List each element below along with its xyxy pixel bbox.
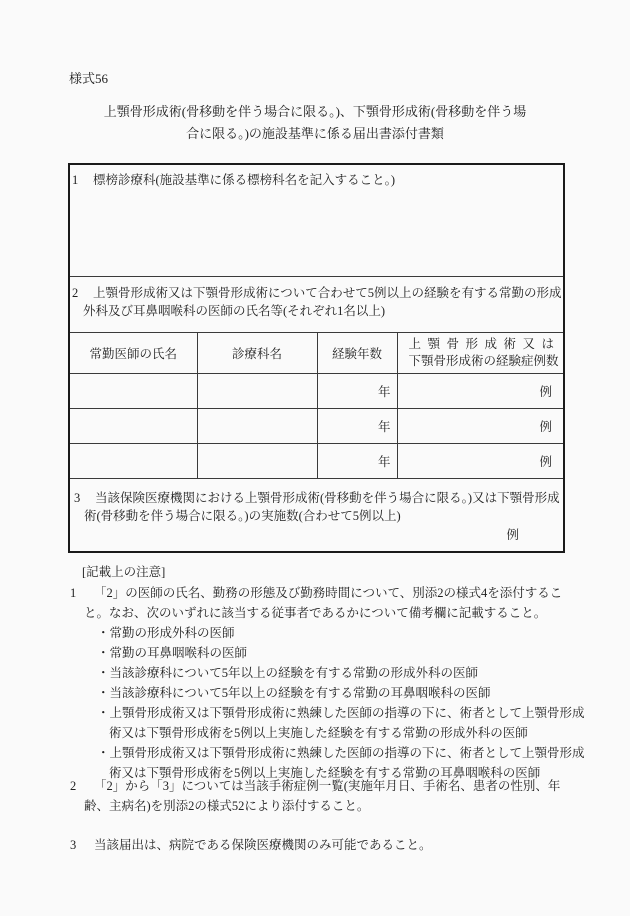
- note-3-line1: 3 当該届出は、病院である保険医療機関のみ可能であること。: [70, 835, 570, 855]
- note-1: [70, 583, 585, 783]
- form-box: [68, 163, 565, 553]
- physicians-table-header-row: [70, 333, 563, 374]
- note-1-bullet-1: ・常勤の形成外科の医師: [97, 626, 235, 640]
- note-2-number: 2: [70, 779, 77, 793]
- physicians-table: [70, 332, 563, 479]
- section-2-label-line1: 2 上顎骨形成術又は下顎骨形成術について合わせて5例以上の経験を有する常勤の形成: [72, 286, 562, 300]
- physician-row-2: [70, 409, 563, 444]
- cases-unit-label: 例: [539, 385, 552, 399]
- department-cell: [197, 444, 317, 479]
- case-count-cell: [397, 374, 563, 409]
- note-1-bullet-4: ・当該診療科について5年以上の経験を有する常勤の耳鼻咽喉科の医師: [97, 686, 491, 700]
- experience-years-cell: [317, 409, 397, 444]
- note-1-number: 1: [70, 586, 77, 600]
- bullet-marker: ・: [97, 746, 110, 760]
- note-3: [70, 835, 570, 855]
- case-count-cell: [397, 409, 563, 444]
- bullet-marker: ・: [97, 666, 110, 680]
- col-header-experience-years: 経験年数: [317, 333, 397, 374]
- note-2-line2: 齢、主病名)を別添2の様式52により添付すること。: [84, 799, 370, 813]
- form-number: 様式56: [69, 71, 109, 86]
- department-cell: [197, 409, 317, 444]
- col-header-department: 診療科名: [197, 333, 317, 374]
- department-cell: [197, 374, 317, 409]
- procedure-count-unit-label: 例: [506, 528, 519, 542]
- section-3-label-line1: 3 当該保険医療機関における上顎骨形成術(骨移動を伴う場合に限る。)又は下顎骨形成: [74, 491, 560, 505]
- bullet-marker: ・: [97, 646, 110, 660]
- note-2-line1: 2 「2」から「3」については当該手術症例一覧(実施年月日、手術名、患者の性別、年: [70, 776, 570, 796]
- physician-row-3: [70, 444, 563, 479]
- physician-name-cell: [70, 444, 197, 479]
- physician-row-1: [70, 374, 563, 409]
- experience-years-cell: [317, 374, 397, 409]
- bullet-marker: ・: [97, 706, 110, 720]
- col-header-case-count: 上顎骨形成術又は 下顎骨形成術の経験症例数: [397, 333, 563, 374]
- note-1-line1: 1 「2」の医師の氏名、勤務の形態及び勤務時間について、別添2の様式4を添付するこ: [70, 583, 570, 603]
- cases-unit-label: 例: [539, 420, 552, 434]
- years-unit-label: 年: [377, 385, 391, 399]
- section-3-procedure-count: [70, 479, 563, 551]
- section-2-label-line2: 外科及び耳鼻咽喉科の医師の氏名等(それぞれ1名以上): [83, 304, 386, 318]
- section-1-number: 1: [72, 173, 79, 187]
- section-3-number: 3: [74, 491, 81, 505]
- cases-unit-label: 例: [539, 455, 552, 469]
- physician-name-cell: [70, 409, 197, 444]
- note-1-line2: と。なお、次のいずれに該当する従事者であるかについて備考欄に記載すること。: [84, 606, 547, 620]
- note-1-bullet-5-cont: 術又は下顎骨形成術を5例以上実施した経験を有する常勤の形成外科の医師: [109, 726, 528, 740]
- section-2-number: 2: [72, 286, 79, 300]
- note-2: [70, 776, 570, 816]
- case-count-cell: [397, 444, 563, 479]
- col-header-physician-name: 常勤医師の氏名: [70, 333, 197, 374]
- note-3-number: 3: [70, 838, 77, 852]
- note-1-bullet-5: ・上顎骨形成術又は下顎骨形成術に熟練した医師の指導の下に、術者として上顎骨形成: [97, 706, 585, 720]
- notes-heading: [記載上の注意]: [82, 565, 166, 579]
- bullet-marker: ・: [97, 686, 110, 700]
- note-1-bullet-6: ・上顎骨形成術又は下顎骨形成術に熟練した医師の指導の下に、術者として上顎骨形成: [97, 746, 585, 760]
- experience-years-cell: [317, 444, 397, 479]
- years-unit-label: 年: [377, 420, 391, 434]
- section-1-label: 標榜診療科(施設基準に係る標榜科名を記入すること。): [93, 173, 396, 187]
- document-title: [0, 101, 630, 145]
- document-title-line2: 合に限る。)の施設基準に係る届出書添付書類: [186, 126, 444, 141]
- note-1-bullet-3: ・当該診療科について5年以上の経験を有する常勤の形成外科の医師: [97, 666, 479, 680]
- years-unit-label: 年: [377, 455, 391, 469]
- section-1-designated-departments: [70, 165, 563, 277]
- bullet-marker: ・: [97, 626, 110, 640]
- section-3-label-line2: 術(骨移動を伴う場合に限る。)の実施数(合わせて5例以上): [84, 509, 401, 523]
- note-1-bullet-6-cont: 術又は下顎骨形成術を5例以上実施した経験を有する常勤の耳鼻咽喉科の医師: [109, 766, 541, 780]
- physician-name-cell: [70, 374, 197, 409]
- note-1-bullet-2: ・常勤の耳鼻咽喉科の医師: [97, 646, 248, 660]
- document-title-line1: 上顎骨形成術(骨移動を伴う場合に限る。)、下顎骨形成術(骨移動を伴う場: [103, 104, 527, 119]
- section-2-label: [70, 284, 563, 320]
